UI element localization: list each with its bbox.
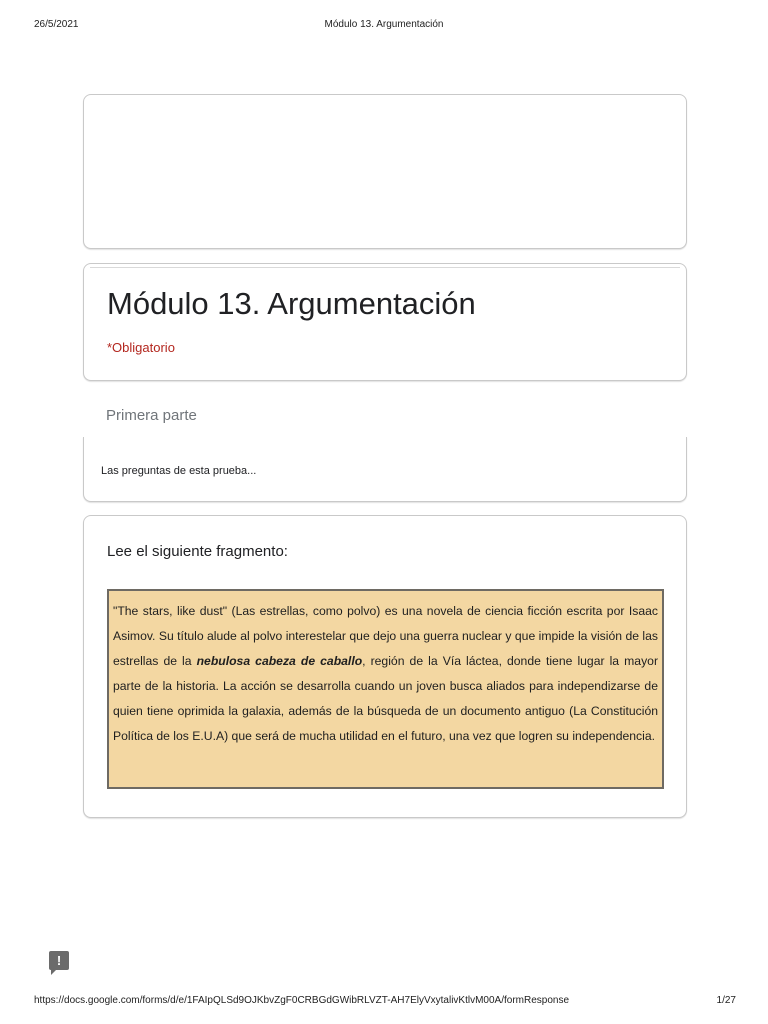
section-description: Las preguntas de esta prueba... <box>101 465 257 477</box>
report-feedback-icon[interactable] <box>49 951 69 970</box>
section-description-card <box>83 437 687 502</box>
fragment-text-start: "The stars, like dust" (Las estrellas, como polvo) es una novela de ciencia ficción escrita por Isaac Asimov. Su título alude al polvo interestelar que dejo una guerra nuclear y que impide la visión de las estrellas de la <box>113 604 658 668</box>
question-title: Lee el siguiente fragmento: <box>107 543 288 560</box>
print-page-number: 1/27 <box>716 995 736 1006</box>
question-card <box>83 515 687 818</box>
feedback-glyph: ! <box>56 953 62 968</box>
section-title: Primera parte <box>106 407 197 424</box>
required-note: *Obligatorio <box>107 340 175 355</box>
print-header-title: Módulo 13. Argumentación <box>324 19 444 30</box>
form-header-banner <box>83 94 687 249</box>
fragment-text-end: , región de la Vía láctea, donde tiene lugar la mayor parte de la historia. La acción se desarrolla cuando un joven busca aliados para independizarse de quien tiene oprimida la galaxia, además de la búsqueda de un documento antiguo (La Constitución Política de los E.U.A) que será de mucha utilidad en el futuro, una vez que logren su independencia. <box>113 654 658 743</box>
print-url: https://docs.google.com/forms/d/e/1FAIpQLSd9OJKbvZgF0CRBGdGWibRLVZT-AH7ElyVxytalivKtlvM00A/formResponse <box>34 995 570 1006</box>
reading-fragment <box>107 589 664 789</box>
form-title-card <box>83 263 687 381</box>
print-date: 26/5/2021 <box>34 19 79 30</box>
fragment-emphasis: nebulosa cabeza de caballo <box>196 654 363 668</box>
form-title: Módulo 13. Argumentación <box>107 286 476 321</box>
